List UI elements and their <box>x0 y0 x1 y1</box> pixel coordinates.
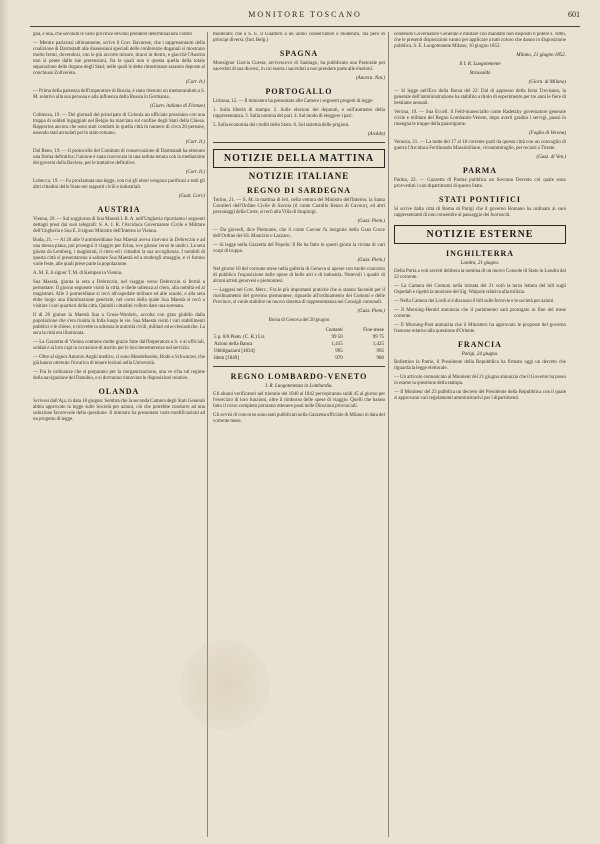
article-paragraph: Torino, 21. — S. M. la mattina di ieri, nella vettura del Ministro dell'Interno, la Santa Cavalieri dell'Ordine Civile di Savoia (il conte Camillo Benso di Cavour), ed altri personaggi della Corte, si recò alla Villa di Stupinigi. <box>213 198 385 215</box>
article-paragraph: Gli avvisi di concorso sono stati pubblicati nella Gazzetta ufficiale di Milano in data del corrente mese. <box>213 413 385 424</box>
section-subheading: I. R. Luogotenenza in Lombardia. <box>265 384 333 389</box>
section-divider <box>213 142 385 143</box>
article-paragraph: Scrivesi dall'Aja, in data 18 giugno: Sembra che la seconda Camera degli Stati Generali abbia approvato la legge sulle Società per azioni, ciò che potrebbe condurre ad una soluzione favorevole della questione. Il ministro ha presentato varie modificazioni ad un progetto di legge. <box>33 399 205 422</box>
column-rule <box>207 32 208 837</box>
boxed-heading-morning-news: NOTIZIE DELLA MATTINA <box>213 149 385 168</box>
article-paragraph: Parma, 22. — Gazzetta di Parma pubblica un Sovrano Decreto col quale sono provveduti i vari dipartimenti di questo Stato. <box>394 178 566 189</box>
source-credit: (Gazz. Piem.) <box>357 219 385 224</box>
article-paragraph: — Si legge nella Gazzetta del Popolo: Il Re ha fatto in questi giorni la rivista di vari corpi di truppa. <box>213 243 385 254</box>
article-paragraph: cendendo Governatore Generale e militare con mandato non disposto il potere s. 1866, che le presenti disposizioni vanno per applicare a tutti coloro che danno in disposizione pubblica. S. E. Luogotenente Milano, 10 giugno 1852. <box>394 32 566 49</box>
article-paragraph: — Da giovedì, dice Piemonte, che il conte Cavour fu insignito della Gran Croce dell'Ordine dei SS. Maurizio e Lazzaro. <box>213 228 385 239</box>
article-paragraph: — Prima della partenza dell'imperatore di Russia, è stato ritenuto un memorandum a S. M. relativo alla sua persona e alla influenza della Russia in Germania. <box>33 89 205 100</box>
table-row <box>213 355 385 362</box>
article-paragraph: Gli alunni verificatori nel triennio del 1840 al 1842 percepiranno soldi 45 al giorno per l'esercizio di loro funzioni, oltre il rimborso delle spese di viaggio. Quelli che hanno fatto il corso completo potranno ottenere posti nelle Direzioni provinciali. <box>213 392 385 409</box>
table-header-cell: Fine-mese <box>363 328 384 333</box>
table-row <box>213 348 385 355</box>
page-number: 601 <box>568 10 580 19</box>
article-paragraph: — Si legge nell'Eco della Borsa del 22: Dal di appresso della festa Trevisano, la generale dell'amministrazione ha stabilito a titolo di esperimento per tre anni le fiere di bestiame annuali. <box>394 89 566 106</box>
column-3 <box>394 32 566 837</box>
table-cell: 99 75 <box>372 335 384 340</box>
article-paragraph: gna, è una, che secondo le varie province devono prendere determinazioni contro <box>33 32 192 37</box>
stock-exchange-title: Borsa di Genova del 20 giugno <box>268 318 330 323</box>
table-cell-label: Idem [1849] <box>214 356 239 361</box>
section-subheading: Parigi, 24 giugno. <box>461 352 499 357</box>
article-paragraph: moderato; che a S. E. il Gualtieri a un uomo conservatore e moderato, ma però di principi diversi. (Ind. Belg.) <box>213 32 385 43</box>
section-heading-portogallo: PORTOGALLO <box>265 87 333 96</box>
article-paragraph: Vienna, 20. — Sul soggiorno di Sua Maestà I. R. A. nell'Ungheria riportiamo i seguenti dettagli presi dai suoi telegrafi: S. A. I. R. l'Arciduca Governatore Civile e Militare dell'Ungheria e Sua E. il signor Ministro dell'Interno in Vienna. <box>33 217 205 234</box>
heading-italian-news: NOTIZIE ITALIANE <box>248 171 350 181</box>
table-header-row <box>213 327 385 334</box>
article-paragraph: — Oltre al signor Antonio Anghi medico, ci sono Mendelssohn, Bodò e Schwarzer, che già hanno ottenuto l'incarico di tenere lezioni nella Università. <box>33 355 205 366</box>
article-paragraph: — La Camera dei Comuni nella tornata del 21 votò la terza lettura del bill sugli Ospedali e rigettò la mozione del Sig. Walpole relativa alla milizia. <box>394 284 566 295</box>
table-cell: 970 <box>335 356 343 361</box>
article-paragraph: — Un articolo comunicato al Moniteur del 21 giugno annunzia che il Governo ha preso in esame la questione della stampa. <box>394 375 566 386</box>
source-credit: (Araldo) <box>367 132 385 137</box>
signature-name: Strassoldo <box>469 71 491 76</box>
article-paragraph: Sua Maestà, giunta la sera a Debreczin, nel viaggio verso Debreczin si fermò a pernottare. Il giorno seguente visitò la città, e diede udienza al clero, alla nobiltà ed ai magistrati. Alle 3 pomeridiane si recò all'ospedale militare ed alle scuole, e alla sera ebbe luogo una illuminazione generale, nel corso della quale Sua Maestà si recò a visitare i vari quartieri della città. Quindi i cittadini vollero dare una serenata. <box>33 280 205 309</box>
article-paragraph: 5. Sulla economia dei crediti dello Stato. 6. Sul sistema delle prigioni. <box>213 123 350 128</box>
article-paragraph: Nel giorno 10 del corrente mese nella galleria di Genova si aperse con molto concorso di pubblico l'esposizione delle opere di belle arti e di industria. Notevoli i quadri di alcuni artisti genovesi e piemontesi. <box>213 267 385 284</box>
article-paragraph: — Il Morning-Herald annunzia che il parlamento sarà prorogato in fine del mese corrente. <box>394 308 566 319</box>
column-2 <box>213 32 385 837</box>
section-heading-sardegna: REGNO DI SARDEGNA <box>246 186 352 195</box>
article-paragraph: — Leggesi nel Corr. Merc.: Fra le più importanti pratiche che si stanno facendo per il riordinamento del governo piemontese, riguardo all'ordinamento dei Comuni e delle Province, si vuole stabilire un nuovo sistema di rappresentanza nei Consigli comunali. <box>213 288 385 305</box>
stock-exchange-table <box>213 327 385 362</box>
column-1 <box>33 32 205 837</box>
table-cell-label: Obbligazioni [1834] <box>214 349 255 354</box>
table-row <box>213 334 385 341</box>
table-cell: 995 <box>335 349 343 354</box>
section-heading-spagna: SPAGNA <box>279 49 319 58</box>
section-heading-parma: PARMA <box>462 166 498 175</box>
table-cell: 99 50 <box>331 335 343 340</box>
table-cell: 995 <box>376 349 384 354</box>
table-cell: 980 <box>376 356 384 361</box>
section-heading-stati-pontifici: STATI PONTIFICI <box>438 195 522 204</box>
masthead-title: MONITORE TOSCANO <box>248 10 362 19</box>
article-paragraph: Coblenza, 19. — Dei giornali del principato di Colonia un ufficiale prussiano con una truppa di soldati ingaggiati nel Belgio ha marciato sul confine degli Stati della Chiesa. Rapportos ancora che sono stati condotti in quella città in numero di circa 20 persone, essendo stati arruolati per lo stato romano. <box>33 113 205 136</box>
source-credit: (Giorn. italiano di Firenze) <box>150 104 205 109</box>
article-paragraph: Buda, 21. — Al 20 alle 9 antimeridiane Sua Maestà aveva ricevuto in Debreczin e ad una messa piana, poi proseguì il viaggio per Erlau, ove giunse verso le undici. La sera giunta da Lemberg, i magistrati, il clero ed i cittadini la sua accoglienza. I notabili di questa città si presentarono a salutare Sua Maestà ed a rendergli omaggio, e vi furono varie feste, alle quali prese parte la popolazione. <box>33 238 205 267</box>
source-credit: (Guar. Corr.) <box>178 194 205 199</box>
source-credit: (Ancora. Nat.) <box>355 76 385 81</box>
section-heading-austria: AUSTRIA <box>97 205 141 214</box>
article-paragraph: A. M. E. il signor T. M. di Kempen in Vienna. <box>33 271 123 276</box>
source-credit: (Foglio di Verona) <box>528 131 566 136</box>
article-paragraph: Si scrive dalla città di Roma di Parigi che il governo Romano ha ordinato ai suoi rappresentanti di non consentire al passaggio dei fuorusciti. <box>394 207 566 218</box>
dateline: Milano, 21 giugno 1852. <box>516 53 566 58</box>
article-paragraph: — Fra le ordinanze che si preparano per la riorganizzazione, una ve n'ha sul regime della navigazione del Danubio, e si dovranno rinnovare le disposizioni relative. <box>33 370 205 381</box>
page-edge <box>0 0 9 844</box>
article-paragraph: Della Porta a voti secreti delibera la nomina di un nuovo Console di Stato in Londra dal 22 corrente. <box>394 269 566 280</box>
section-divider <box>213 366 385 367</box>
source-credit: (Gazz. Piem.) <box>357 309 385 314</box>
section-heading-inghilterra: INGHILTERRA <box>445 249 515 258</box>
table-cell: 1,415 <box>331 342 343 347</box>
article-paragraph: — La Gazzetta di Vienna contiene molte grazie fatte dall'Imperatore a S. e ai ufficiali, soldati e ai loro capi in occasione di merito per le loro benemerenze nel servizio. <box>33 340 205 351</box>
column-rule <box>388 32 389 837</box>
article-paragraph: Lisbona, 12. — Il ministero ha presentato alle Camere i seguenti progetti di legge: <box>213 99 374 104</box>
table-header-cell: Contanti <box>325 328 343 333</box>
section-heading-lombardo-veneto: REGNO LOMBARDO-VENETO <box>230 372 368 381</box>
article-paragraph: — Il Morning-Post annunzia che il Ministero ha approvato le proposte del governo francese relative alla questione d'Oriente. <box>394 323 566 334</box>
article-paragraph: Verona, 19. — Sua Eccell. il Feld-maresciallo conte Radetzky governatore generale civile e militare del Regno Lombardo-Veneto, dopo averli gradito i servigi, passò in rassegna le truppe della guarnigione. <box>394 110 566 127</box>
table-cell: 1,425 <box>372 342 384 347</box>
source-credit: (Corr. It.) <box>185 80 205 85</box>
article-paragraph: — Mentre parlavasi ultimamente, scrive il Corr. Bavarese, che i rappresentanti della coalizione di Darmstadt alle dissensioni speciali delle conferenze doganali si mostrano molto fermi, dovendosi, con le più accorte misure, tirarsi in dietro, e giacchè l'Austria non si pente dalle sue pretensioni, fra le quali non è questa quella della totale separazione delle dogane degli Stati; nelle quali le dette rimostranze saranno deposte al conchiuso Zollverein. <box>33 41 205 76</box>
article-paragraph: Dal Reno, 19. — Il protocollo del Comitato di conservazione di Darmstadt ha ottenuto una forma definitiva; l'unione è stata convocata in una seduta tenuta con la mediazione dei governi della Baviera, per le trattative definitive. <box>33 149 205 166</box>
article-paragraph: Bollettino la Patrie, il Presidente della Repubblica ha firmato oggi un decreto che riguarda la legge elettorale. <box>394 360 566 371</box>
source-credit: (Corr. It.) <box>185 170 205 175</box>
article-paragraph: — Nella Camera dei Lordi si è discusso il bill sulle ferrovie e le società per azioni. <box>394 299 555 304</box>
article-paragraph: Il di 20 giunse la Maestà Sua a Gross-Wardein, accolta con gran giubilo dalla popolazione che s'era riunita in folla lungo le vie. Sua Maestà visitò i vari stabilimenti pubblici e le chiese, e ricevette in udienza le autorità civili, militari ed ecclesiastiche. La sera la città era illuminata. <box>33 313 205 336</box>
article-paragraph: — Il Moniteur del 23 pubblica un decreto del Presidente della Repubblica con il quale si approvano vari regolamenti amministrativi per i dipartimenti. <box>394 390 566 401</box>
source-credit: (Gazz. di Ven.) <box>536 155 566 160</box>
section-heading-francia: FRANCIA <box>458 340 502 349</box>
article-paragraph: 1. Sulla libertà di stampa. 2. Sulle elezioni dei deputati, e sull'aumento della rappresentanza. 3. Sulla nomina dei pari. 4. Sul modo di eleggere i pari. <box>213 108 385 119</box>
page-header <box>30 10 580 27</box>
source-credit: (Giorn. di Milano) <box>528 80 566 85</box>
section-heading-olanda: OLANDA <box>98 387 140 396</box>
table-cell-label: Azioni della Banca <box>214 342 253 347</box>
table-row <box>213 341 385 348</box>
signature-title: Il I. R. Luogotenente <box>459 62 501 67</box>
boxed-heading-foreign-news: NOTIZIE ESTERNE <box>394 225 566 244</box>
section-subheading: Londra, 21 giugno. <box>460 261 500 266</box>
article-paragraph: Lubecca, 19. — Fu proclamata una legge, con cui gli ebrei vengono parificati a tutti gli altri cittadini dello Stato nei rapporti civili e industriali. <box>33 179 205 190</box>
article-paragraph: Venezia, 21. — La notte del 17 al 18 corrente partì da questa città con un convoglio di guerra l'Arciduca Ferdinando Massimiliano, viceammiraglio, per recarsi a Trieste. <box>394 140 566 151</box>
article-paragraph: Monsignor Garcia Cuesta, arcivescovo di Santiago, ha pubblicato una Pastorale pei sacerdoti di sua diocesi, in cui esorta i sacerdoti a non prendere parte alle elezioni. <box>213 61 385 72</box>
table-cell-label: 5 p. 0/0 Piem. (C. R.) Lir. <box>214 335 266 340</box>
source-credit: (Corr. It.) <box>185 140 205 145</box>
source-credit: (Gazz. Piem.) <box>357 258 385 263</box>
